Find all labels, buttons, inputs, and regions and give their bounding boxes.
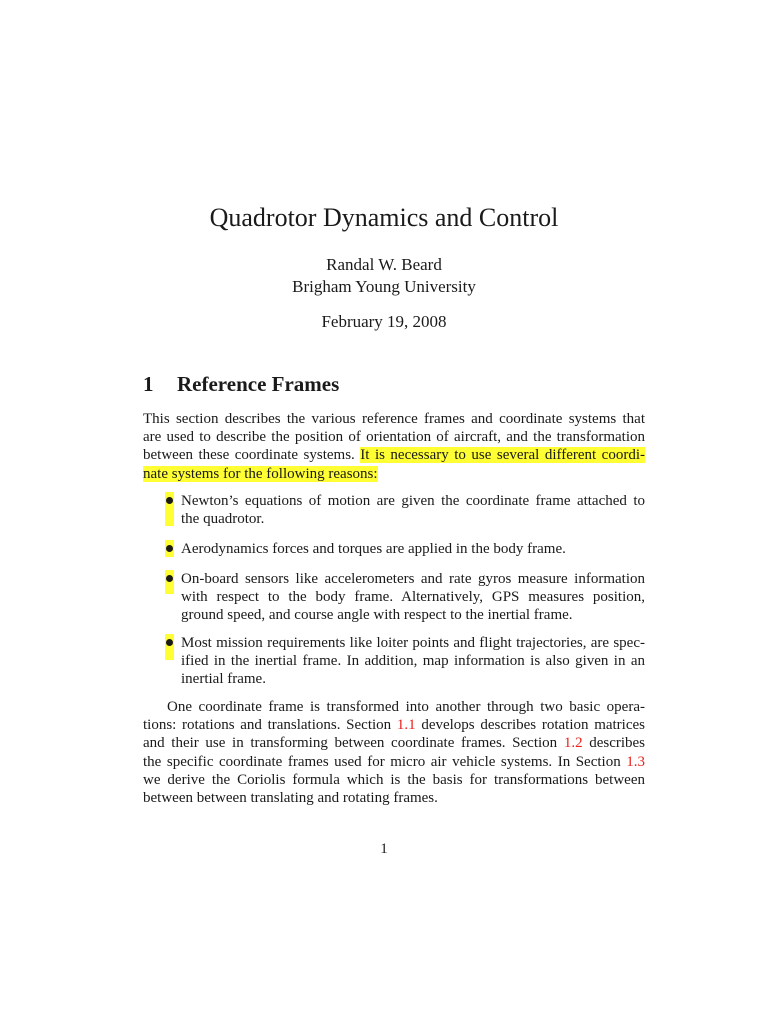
section-ref-link[interactable]: 1.2 — [563, 735, 583, 752]
section-ref-link[interactable]: 1.1 — [396, 717, 416, 734]
intro-paragraph — [143, 410, 645, 483]
paragraph-line: we derive the Coriolis formula which is the basis for transformations between — [143, 771, 645, 788]
list-item-text: On-board sensors like accelerometers and rate gyros measure information with respect to the body frame. Alternatively, GPS measures position, ground speed, and course angle with respect to the inertial frame. — [181, 571, 645, 624]
highlighted-text: nate systems for the following reasons: — [143, 465, 378, 482]
highlighted-bullet-icon — [165, 492, 174, 526]
author-affiliation: Brigham Young University — [292, 277, 476, 296]
list-item-text: Most mission requirements like loiter points and flight trajectories, are spec- ified in the inertial frame. In addition, map information is also given in an inertial frame. — [181, 635, 645, 688]
highlighted-bullet-icon — [165, 570, 174, 594]
intro-line — [143, 446, 645, 464]
body-paragraph — [143, 698, 645, 807]
section-ref-link[interactable]: 1.3 — [626, 753, 645, 770]
list-item-text: Newton’s equations of motion are given the coordinate frame attached to the quadrotor. — [181, 493, 645, 528]
section-title: Reference Frames — [177, 372, 340, 396]
intro-line — [143, 465, 645, 483]
page-number: 1 — [380, 841, 388, 857]
intro-text: between these coordinate systems. — [143, 447, 361, 464]
author-name: Randal W. Beard — [326, 255, 442, 274]
section-heading — [143, 370, 339, 398]
list-item-text: Aerodynamics forces and torques are applied in the body frame. — [181, 541, 566, 557]
paragraph-line: tions: rotations and translations. Section 1.1 develops describes rotation matrices — [143, 717, 645, 734]
highlighted-bullet-icon — [165, 634, 174, 660]
highlighted-text: It is necessary to use several different coordi- — [360, 447, 645, 464]
intro-line: are used to describe the position of orientation of aircraft, and the transformation — [143, 429, 645, 446]
paragraph-line: and their use in transforming between coordinate frames. Section 1.2 describes — [143, 735, 646, 752]
intro-line: This section describes the various reference frames and coordinate systems that — [143, 411, 645, 427]
section-number: 1 — [143, 372, 154, 396]
author-block — [0, 254, 768, 298]
paper-date: February 19, 2008 — [321, 312, 447, 331]
paragraph-line: the specific coordinate frames used for micro air vehicle systems. In Section 1.3 — [143, 753, 645, 770]
highlighted-bullet-icon — [165, 540, 174, 557]
paragraph-line: One coordinate frame is transformed into another through two basic opera- — [167, 699, 645, 715]
paragraph-line: between between translating and rotating frames. — [143, 790, 438, 807]
paper-title: Quadrotor Dynamics and Control — [209, 203, 559, 232]
